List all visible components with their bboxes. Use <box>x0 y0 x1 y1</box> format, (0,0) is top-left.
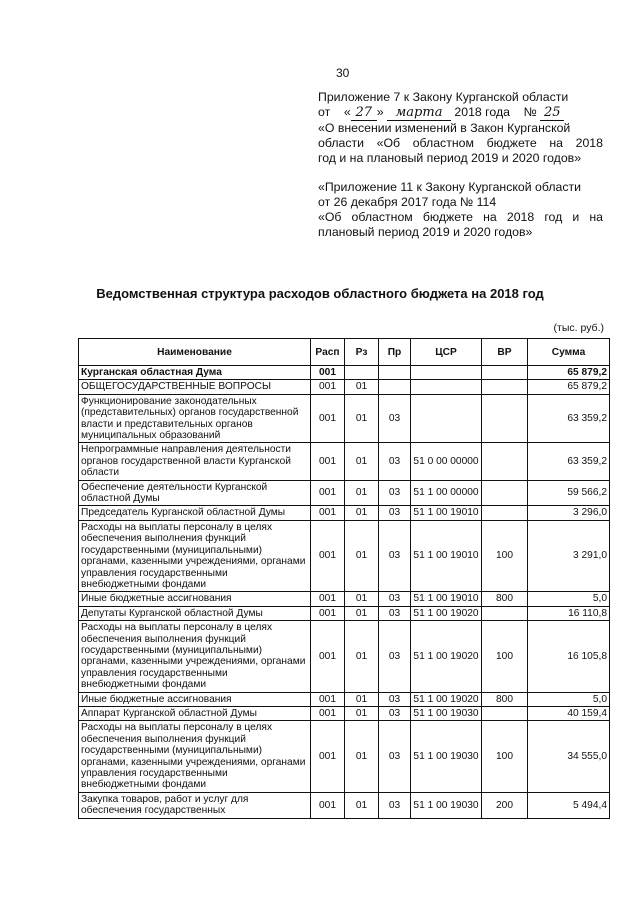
cell-rasp: 001 <box>311 706 345 720</box>
cell-rasp: 001 <box>311 592 345 606</box>
cell-pr: 03 <box>379 480 411 506</box>
cell-csr: 51 1 00 19010 <box>411 592 482 606</box>
cell-sum: 34 555,0 <box>528 721 610 792</box>
handwritten-day: 27 <box>351 105 377 121</box>
table-row <box>79 443 610 480</box>
table-row <box>79 621 610 692</box>
cell-name: Аппарат Курганской областной Думы <box>79 706 311 720</box>
cell-name: Закупка товаров, работ и услуг для обеспечения государственных <box>79 792 311 818</box>
cell-csr: 51 1 00 19020 <box>411 621 482 692</box>
cell-sum: 16 105,8 <box>528 621 610 692</box>
cell-rz <box>345 366 379 380</box>
cell-csr: 51 1 00 19020 <box>411 692 482 706</box>
cell-rasp: 001 <box>311 792 345 818</box>
cell-rz: 01 <box>345 394 379 443</box>
table-row <box>79 706 610 720</box>
table-row <box>79 692 610 706</box>
cell-sum: 16 110,8 <box>528 606 610 620</box>
cell-sum: 59 566,2 <box>528 480 610 506</box>
number-sign: № <box>523 105 537 119</box>
table-row <box>79 721 610 792</box>
handwritten-month: марта <box>387 105 451 121</box>
appendix-7-line-3: «О внесении изменений в Закон Курганской <box>318 121 571 135</box>
cell-name: Председатель Курганской областной Думы <box>79 506 311 520</box>
cell-rz: 01 <box>345 480 379 506</box>
cell-rz: 01 <box>345 706 379 720</box>
cell-vr <box>482 480 528 506</box>
cell-sum: 40 159,4 <box>528 706 610 720</box>
cell-sum: 63 359,2 <box>528 394 610 443</box>
cell-sum: 3 291,0 <box>528 520 610 591</box>
cell-name: Обеспечение деятельности Курганской областной Думы <box>79 480 311 506</box>
cell-rasp: 001 <box>311 394 345 443</box>
cell-name: Непрограммные направления деятельности органов государственной власти Курганской области <box>79 443 311 480</box>
cell-csr: 51 1 00 19020 <box>411 606 482 620</box>
cell-rz: 01 <box>345 621 379 692</box>
cell-rz: 01 <box>345 606 379 620</box>
cell-csr <box>411 380 482 394</box>
cell-name: Иные бюджетные ассигнования <box>79 592 311 606</box>
cell-vr <box>482 443 528 480</box>
budget-structure-table <box>78 338 610 819</box>
date-year: 2018 года <box>454 105 510 119</box>
cell-sum: 65 879,2 <box>528 380 610 394</box>
page-number: 30 <box>336 66 350 80</box>
cell-vr <box>482 380 528 394</box>
cell-pr: 03 <box>379 792 411 818</box>
table-row <box>79 506 610 520</box>
cell-rasp: 001 <box>311 621 345 692</box>
appendix-7-line-5: год и на плановый период 2019 и 2020 годов» <box>318 151 582 165</box>
cell-name: Расходы на выплаты персоналу в целях обеспечения выполнения функций государственными (муниципальными) органами, казенными учреждениями, органами управления государственными внебюджетными фондами <box>79 621 311 692</box>
cell-name: Расходы на выплаты персоналу в целях обеспечения выполнения функций государственными (муниципальными) органами, казенными учреждениями, органами управления государственными внебюджетными фондами <box>79 520 311 591</box>
cell-pr: 03 <box>379 506 411 520</box>
cell-rz: 01 <box>345 721 379 792</box>
table-row <box>79 380 610 394</box>
appendix-11-line-1: «Приложение 11 к Закону Курганской области <box>318 180 581 194</box>
cell-name: Депутаты Курганской областной Думы <box>79 606 311 620</box>
cell-vr <box>482 606 528 620</box>
cell-rasp: 001 <box>311 366 345 380</box>
cell-rasp: 001 <box>311 443 345 480</box>
cell-vr <box>482 366 528 380</box>
cell-rasp: 001 <box>311 506 345 520</box>
cell-csr: 51 1 00 19010 <box>411 506 482 520</box>
cell-vr: 800 <box>482 592 528 606</box>
cell-rasp: 001 <box>311 480 345 506</box>
cell-rasp: 001 <box>311 606 345 620</box>
cell-csr <box>411 394 482 443</box>
cell-pr: 03 <box>379 592 411 606</box>
cell-sum: 3 296,0 <box>528 506 610 520</box>
header-sum: Сумма <box>528 339 610 366</box>
cell-vr <box>482 394 528 443</box>
table-row <box>79 520 610 591</box>
cell-sum: 65 879,2 <box>528 366 610 380</box>
cell-csr <box>411 366 482 380</box>
cell-name: Функционирование законодательных (представительных) органов государственной власти и представительных органов муниципальных образований <box>79 394 311 443</box>
cell-rz: 01 <box>345 506 379 520</box>
cell-name: ОБЩЕГОСУДАРСТВЕННЫЕ ВОПРОСЫ <box>79 380 311 394</box>
table-row <box>79 366 610 380</box>
cell-pr: 03 <box>379 520 411 591</box>
close-quote: » <box>376 105 384 119</box>
header-rasp: Расп <box>311 339 345 366</box>
appendix-11-header <box>318 180 603 240</box>
header-pr: Пр <box>379 339 411 366</box>
cell-vr: 100 <box>482 621 528 692</box>
cell-rasp: 001 <box>311 721 345 792</box>
header-name: Наименование <box>79 339 311 366</box>
cell-name: Расходы на выплаты персоналу в целях обеспечения выполнения функций государственными (муниципальными) органами, казенными учреждениями, органами управления государственными внебюджетными фондами <box>79 721 311 792</box>
cell-pr: 03 <box>379 606 411 620</box>
cell-rz: 01 <box>345 592 379 606</box>
handwritten-number: 25 <box>540 105 564 121</box>
cell-sum: 5 494,4 <box>528 792 610 818</box>
cell-rz: 01 <box>345 380 379 394</box>
cell-csr: 51 1 00 19030 <box>411 721 482 792</box>
units-label: (тыс. руб.) <box>553 322 604 334</box>
cell-vr: 800 <box>482 692 528 706</box>
cell-pr <box>379 366 411 380</box>
cell-name: Курганская областная Дума <box>79 366 311 380</box>
cell-rz: 01 <box>345 692 379 706</box>
cell-csr: 51 1 00 19030 <box>411 706 482 720</box>
cell-csr: 51 1 00 19030 <box>411 792 482 818</box>
cell-pr: 03 <box>379 721 411 792</box>
cell-rz: 01 <box>345 520 379 591</box>
appendix-11-line-4: плановый период 2019 и 2020 годов» <box>318 225 533 239</box>
table-body <box>79 366 610 819</box>
cell-rasp: 001 <box>311 692 345 706</box>
cell-pr: 03 <box>379 692 411 706</box>
table-header-row <box>79 339 610 366</box>
table-row <box>79 592 610 606</box>
cell-vr: 200 <box>482 792 528 818</box>
cell-vr <box>482 706 528 720</box>
appendix-7-header <box>318 90 603 166</box>
cell-vr <box>482 506 528 520</box>
table-row <box>79 606 610 620</box>
table-row <box>79 480 610 506</box>
cell-pr <box>379 380 411 394</box>
appendix-7-date-line <box>318 105 603 121</box>
cell-rasp: 001 <box>311 520 345 591</box>
cell-csr: 51 1 00 00000 <box>411 480 482 506</box>
cell-sum: 5,0 <box>528 692 610 706</box>
cell-vr: 100 <box>482 520 528 591</box>
appendix-11-line-2: от 26 декабря 2017 года № 114 <box>318 195 497 209</box>
document-title: Ведомственная структура расходов областного бюджета на 2018 год <box>96 286 544 301</box>
cell-pr: 03 <box>379 394 411 443</box>
header-vr: ВР <box>482 339 528 366</box>
cell-sum: 63 359,2 <box>528 443 610 480</box>
date-from-label: от <box>318 105 331 119</box>
cell-vr: 100 <box>482 721 528 792</box>
appendix-7-line-4: области «Об областном бюджете на 2018 <box>318 136 603 150</box>
cell-name: Иные бюджетные ассигнования <box>79 692 311 706</box>
cell-rz: 01 <box>345 792 379 818</box>
appendix-7-line-1: Приложение 7 к Закону Курганской области <box>318 90 569 104</box>
table-row <box>79 792 610 818</box>
cell-pr: 03 <box>379 621 411 692</box>
cell-pr: 03 <box>379 443 411 480</box>
cell-pr: 03 <box>379 706 411 720</box>
cell-rasp: 001 <box>311 380 345 394</box>
table-row <box>79 394 610 443</box>
appendix-11-line-3: «Об областном бюджете на 2018 год и на <box>318 210 603 224</box>
cell-rz: 01 <box>345 443 379 480</box>
header-csr: ЦСР <box>411 339 482 366</box>
cell-sum: 5,0 <box>528 592 610 606</box>
cell-csr: 51 1 00 19010 <box>411 520 482 591</box>
header-rz: Рз <box>345 339 379 366</box>
open-quote: « <box>343 105 351 119</box>
cell-csr: 51 0 00 00000 <box>411 443 482 480</box>
